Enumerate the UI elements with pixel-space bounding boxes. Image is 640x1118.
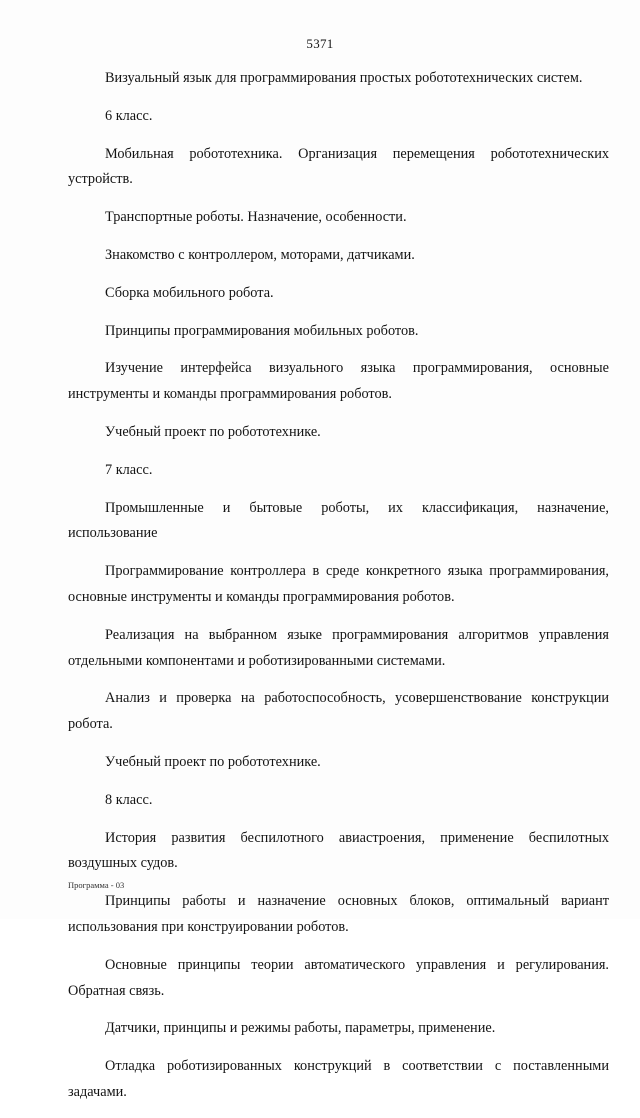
document-body [68,66,609,1118]
paragraph: Визуальный язык для программирования простых робототехнических систем. [105,70,583,86]
paragraph: Изучение интерфейса визуального языка программирования, основные инструменты и команды программирования роботов. [68,360,609,403]
paragraph: Промышленные и бытовые роботы, их классификация, назначение, использование [68,499,609,542]
grade-heading: 6 класс. [105,107,153,124]
page-number: 5371 [306,36,334,51]
paragraph: История развития беспилотного авиастроения, применение беспилотных воздушных судов. [68,829,609,872]
paragraph: Отладка роботизированных конструкций в соответствии с поставленными задачами. [68,1058,609,1100]
paragraph: Мобильная робототехника. Организация перемещения робототехнических устройств. [68,145,609,188]
paragraph: Учебный проект по робототехнике. [105,753,321,770]
paragraph: Сборка мобильного робота. [105,284,274,301]
grade-heading: 7 класс. [105,461,153,478]
paragraph: Принципы работы и назначение основных блоков, оптимальный вариант использования при конструировании роботов. [68,893,609,935]
paragraph: Анализ и проверка на работоспособность, усовершенствование конструкции робота. [68,690,609,733]
footer-label: Программа - 03 [68,880,125,890]
paragraph: Знакомство с контроллером, моторами, датчиками. [105,246,415,263]
paragraph: Программирование контроллера в среде конкретного языка программирования, основные инструменты и команды программирования роботов. [68,563,609,605]
paragraph: Транспортные роботы. Назначение, особенности. [105,209,407,226]
paragraph: Основные принципы теории автоматического управления и регулирования. Обратная связь. [68,956,609,999]
grade-heading: 8 класс. [105,791,153,808]
paragraph: Учебный проект по робототехнике. [105,423,321,440]
paragraph: Датчики, принципы и режимы работы, параметры, применение. [105,1020,496,1037]
paragraph: Реализация на выбранном языке программирования алгоритмов управления отдельными компонентами и роботизированными системами. [68,626,609,669]
paragraph: Принципы программирования мобильных роботов. [105,322,419,339]
